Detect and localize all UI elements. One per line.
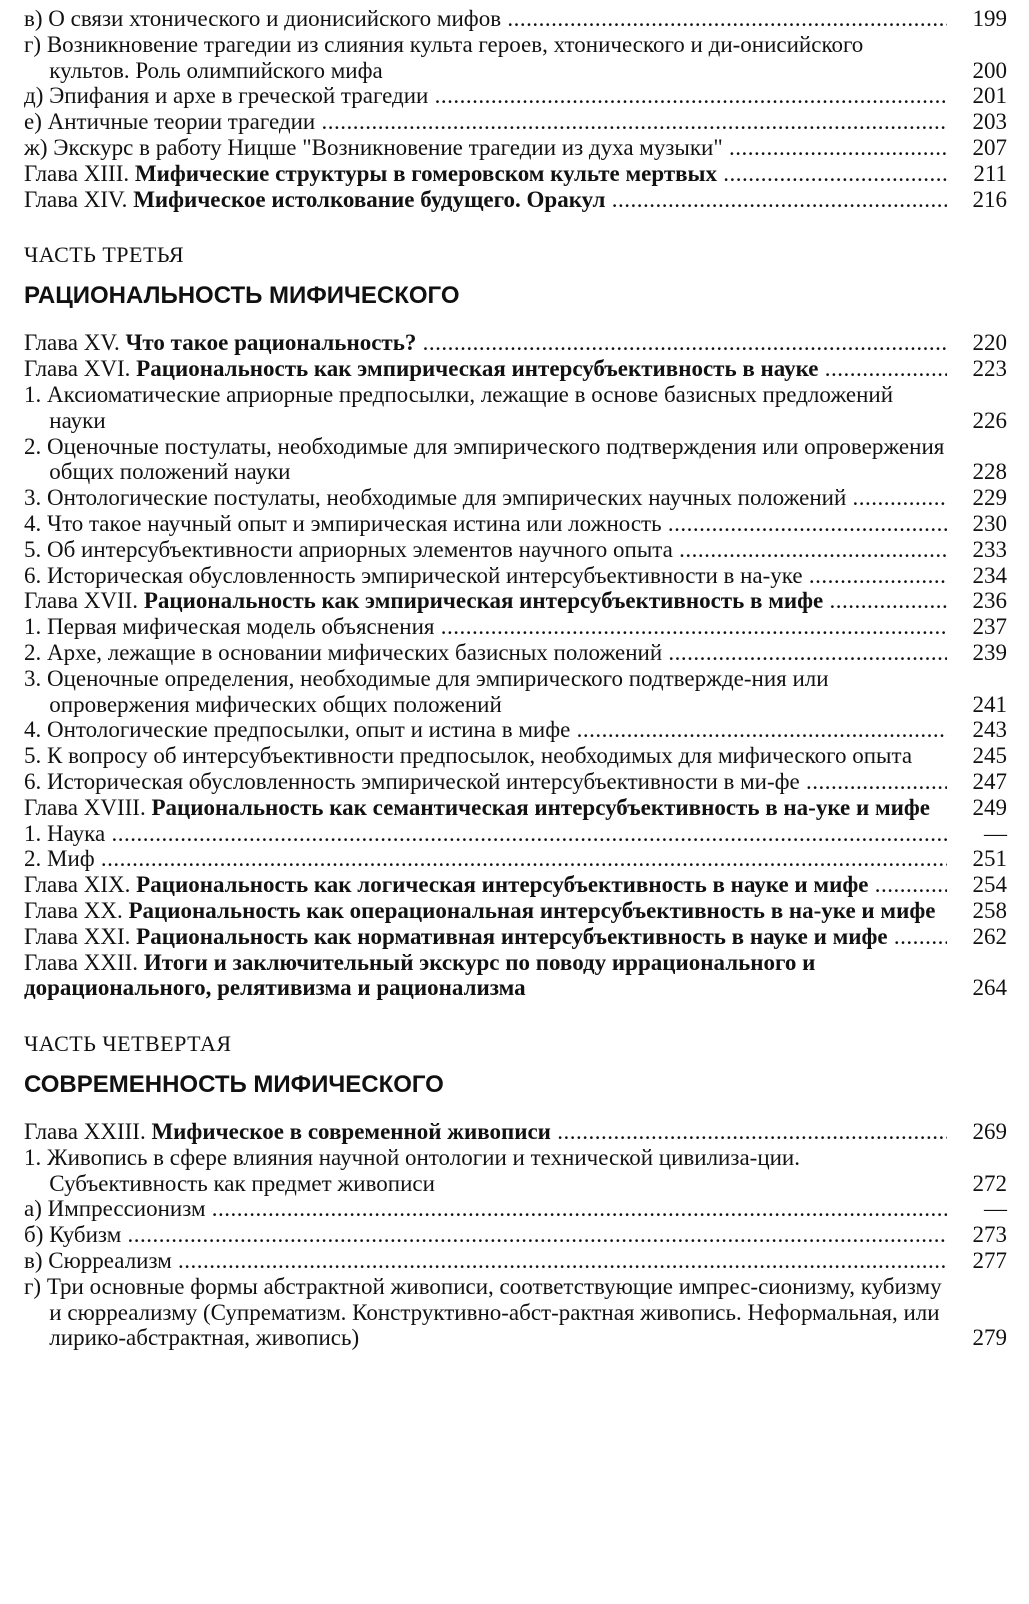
section-title: 2. Миф	[24, 846, 95, 872]
toc-entry-title	[24, 924, 947, 950]
toc-entry	[24, 743, 1007, 769]
toc-section-part-four	[24, 1119, 1007, 1351]
toc-entry	[24, 511, 1007, 537]
section-title: 4. Что такое научный опыт и эмпирическая истина или ложность	[24, 510, 662, 536]
toc-section-part-three	[24, 330, 1007, 1001]
toc-entry	[24, 109, 1007, 135]
part-four-title: СОВРЕМЕННОСТЬ МИФИЧЕСКОГО	[24, 1071, 444, 1099]
section-title: 1. Наука	[24, 820, 106, 846]
page-number: 226	[972, 407, 1007, 433]
section-title: ж) Экскурс в работу Ницше "Возникновение трагедии из духа музыки"	[24, 134, 723, 160]
page-number: 251	[972, 846, 1007, 872]
page-number: 228	[972, 459, 1007, 485]
toc-entry	[24, 769, 1007, 795]
chapter-title: Рациональность как эмпирическая интерсубъективность в мифе	[143, 588, 824, 614]
chapter-number: Глава XVII.	[24, 588, 144, 614]
page-number: —	[984, 820, 1007, 846]
toc-entry-title	[24, 950, 947, 1002]
toc-entry	[24, 872, 1007, 898]
toc-entry-title	[24, 614, 947, 640]
toc-entry-title	[24, 1248, 947, 1274]
toc-entry-title	[24, 434, 947, 486]
section-title: 6. Историческая обусловленность эмпирической интерсубъективности в на-уке	[24, 562, 803, 588]
page-number: 262	[972, 923, 1007, 949]
toc-entry-title	[24, 640, 947, 666]
page-number: 216	[972, 186, 1007, 212]
page-number: 277	[972, 1248, 1007, 1274]
toc-section-continued	[24, 6, 1007, 212]
page-number: 269	[972, 1119, 1007, 1145]
section-title: 2. Оценочные постулаты, необходимые для эмпирического подтверждения или опровержения общих положений науки	[24, 433, 945, 485]
section-title: б) Кубизм	[24, 1222, 122, 1248]
toc-entry	[24, 588, 1007, 614]
toc-entry-title	[24, 356, 947, 382]
toc-entry	[24, 135, 1007, 161]
toc-entry-title	[24, 83, 947, 109]
chapter-number: Глава XVIII.	[24, 794, 152, 820]
toc-entry	[24, 32, 1007, 84]
page-number: 258	[972, 897, 1007, 923]
section-title: 1. Аксиоматические априорные предпосылки, лежащие в основе базисных предложений науки	[24, 381, 894, 433]
chapter-title: Рациональность как операциональная интерсубъективность в на-уке и мифе	[128, 897, 936, 923]
page-number: 243	[972, 717, 1007, 743]
page-number: 254	[972, 872, 1007, 898]
page-number: 241	[972, 691, 1007, 717]
page-number: 223	[972, 356, 1007, 382]
toc-entry	[24, 83, 1007, 109]
toc-entry-title	[24, 511, 947, 537]
chapter-number: Глава XIV.	[24, 186, 134, 212]
toc-entry	[24, 485, 1007, 511]
page-number: 237	[972, 614, 1007, 640]
toc-entry	[24, 1119, 1007, 1145]
page-number: 239	[972, 639, 1007, 665]
toc-entry	[24, 717, 1007, 743]
page-number: 234	[972, 562, 1007, 588]
toc-entry	[24, 1145, 1007, 1197]
toc-entry-title	[24, 161, 947, 187]
toc-entry	[24, 563, 1007, 589]
chapter-title: Мифические структуры в гомеровском культе мертвых	[134, 160, 718, 186]
toc-entry-title	[24, 846, 947, 872]
toc-entry-title	[24, 769, 947, 795]
toc-entry-title	[24, 330, 947, 356]
chapter-title: Рациональность как нормативная интерсубъективность в науке и мифе	[136, 923, 888, 949]
chapter-title: Мифическое в современной живописи	[151, 1119, 551, 1145]
toc-entry	[24, 1196, 1007, 1222]
page-number: 245	[972, 743, 1007, 769]
section-title: д) Эпифания и архе в греческой трагедии	[24, 83, 429, 109]
toc-entry	[24, 795, 1007, 821]
chapter-number: Глава XX.	[24, 897, 129, 923]
toc-entry-title	[24, 666, 947, 718]
toc-entry-title	[24, 743, 947, 769]
toc-entry-title	[24, 1119, 947, 1145]
toc-entry	[24, 924, 1007, 950]
chapter-title: Рациональность как эмпирическая интерсубъективность в науке	[136, 356, 819, 382]
page-number: 247	[972, 768, 1007, 794]
toc-entry-title	[24, 872, 947, 898]
toc-entry	[24, 1222, 1007, 1248]
toc-entry	[24, 537, 1007, 563]
toc-entry-title	[24, 32, 947, 84]
page-number: 207	[972, 134, 1007, 160]
page-number: 200	[972, 57, 1007, 83]
toc-entry	[24, 898, 1007, 924]
toc-entry	[24, 1248, 1007, 1274]
chapter-number: Глава XVI.	[24, 356, 137, 382]
section-title: 2. Архе, лежащие в основании мифических базисных положений	[24, 639, 663, 665]
toc-entry-title	[24, 1145, 947, 1197]
toc-entry-title	[24, 382, 947, 434]
toc-entry-title	[24, 1222, 947, 1248]
toc-entry	[24, 356, 1007, 382]
toc-entry-title	[24, 135, 947, 161]
chapter-number: Глава XIII.	[24, 160, 135, 186]
toc-entry	[24, 666, 1007, 718]
chapter-title: Рациональность как логическая интерсубъективность в науке и мифе	[136, 872, 869, 898]
page-number: 199	[972, 6, 1007, 31]
page-number: 249	[972, 794, 1007, 820]
section-title: 3. Оценочные определения, необходимые для эмпирического подтвержде-ния или опровержения мифических общих положений	[24, 665, 829, 717]
page-number: 229	[972, 485, 1007, 511]
toc-entry-title	[24, 187, 947, 213]
chapter-number: Глава XXI.	[24, 923, 137, 949]
section-title: в) О связи хтонического и дионисийского мифов	[24, 6, 502, 31]
toc-entry	[24, 821, 1007, 847]
toc-entry	[24, 434, 1007, 486]
toc-entry-title	[24, 563, 947, 589]
toc-entry-title	[24, 485, 947, 511]
chapter-title: Рациональность как семантическая интерсубъективность в на-уке и мифе	[151, 794, 930, 820]
toc-entry-title	[24, 795, 947, 821]
part-four-label: ЧАСТЬ ЧЕТВЕРТАЯ	[24, 1031, 232, 1057]
chapter-title: Что такое рациональность?	[125, 330, 417, 356]
toc-entry-title	[24, 1274, 947, 1351]
toc-entry-title	[24, 717, 947, 743]
toc-entry-title	[24, 588, 947, 614]
page-number: 203	[972, 109, 1007, 135]
page-number: 233	[972, 536, 1007, 562]
page-number: 273	[972, 1222, 1007, 1248]
toc-entry	[24, 382, 1007, 434]
page-number: 230	[972, 510, 1007, 536]
toc-entry	[24, 640, 1007, 666]
section-title: 3. Онтологические постулаты, необходимые для эмпирических научных положений	[24, 485, 847, 511]
toc-entry-title	[24, 109, 947, 135]
page-number: 211	[973, 160, 1007, 186]
part-three-label: ЧАСТЬ ТРЕТЬЯ	[24, 242, 185, 268]
page-number: —	[984, 1196, 1007, 1222]
section-title: е) Античные теории трагедии	[24, 109, 316, 135]
toc-entry	[24, 614, 1007, 640]
part-three-title: РАЦИОНАЛЬНОСТЬ МИФИЧЕСКОГО	[24, 282, 460, 310]
page-number: 220	[972, 330, 1007, 356]
chapter-number: Глава XXII.	[24, 949, 144, 975]
chapter-title: Итоги и заключительный экскурс по поводу иррационального и дорационального, релятивизма и рационализма	[24, 949, 816, 1001]
toc-entry-title	[24, 1196, 947, 1222]
chapter-number: Глава XXIII.	[24, 1119, 152, 1145]
toc-entry	[24, 950, 1007, 1002]
section-title: а) Импрессионизм	[24, 1196, 206, 1222]
page-number: 264	[972, 975, 1007, 1001]
section-title: г) Возникновение трагедии из слияния культа героев, хтонического и ди-онисийского культов. Роль олимпийского мифа	[24, 31, 864, 83]
section-title: 1. Живопись в сфере влияния научной онтологии и технической цивилиза-ции. Субъективность как предмет живописи	[24, 1144, 800, 1196]
section-title: г) Три основные формы абстрактной живописи, соответствующие импрес-сионизму, кубизму и сюрреализму (Супрематизм. Конструктивно-абст-рактная живопись. Неформальная, или лирико-абстрактная, живопись)	[24, 1273, 942, 1351]
page-number: 272	[972, 1170, 1007, 1196]
section-title: 4. Онтологические предпосылки, опыт и истина в мифе	[24, 717, 571, 743]
section-title: 6. Историческая обусловленность эмпирической интерсубъективности в ми-фе	[24, 768, 800, 794]
chapter-number: Глава XIX.	[24, 872, 137, 898]
section-title: 1. Первая мифическая модель объяснения	[24, 614, 435, 640]
toc-entry	[24, 161, 1007, 187]
page-number: 201	[972, 83, 1007, 109]
toc-entry-title	[24, 6, 947, 32]
page-number: 279	[972, 1325, 1007, 1351]
toc-entry	[24, 6, 1007, 32]
toc-entry	[24, 846, 1007, 872]
section-title: в) Сюрреализм	[24, 1248, 172, 1274]
toc-entry	[24, 330, 1007, 356]
toc-entry-title	[24, 537, 947, 563]
chapter-title: Мифическое истолкование будущего. Оракул	[133, 186, 606, 212]
section-title: 5. К вопросу об интерсубъективности предпосылок, необходимых для мифического опыта	[24, 743, 913, 769]
toc-entry	[24, 1274, 1007, 1351]
section-title: 5. Об интерсубъективности априорных элементов научного опыта	[24, 536, 673, 562]
toc-entry-title	[24, 821, 947, 847]
chapter-number: Глава XV.	[24, 330, 126, 356]
page-number: 236	[972, 588, 1007, 614]
toc-entry-title	[24, 898, 947, 924]
toc-entry	[24, 187, 1007, 213]
